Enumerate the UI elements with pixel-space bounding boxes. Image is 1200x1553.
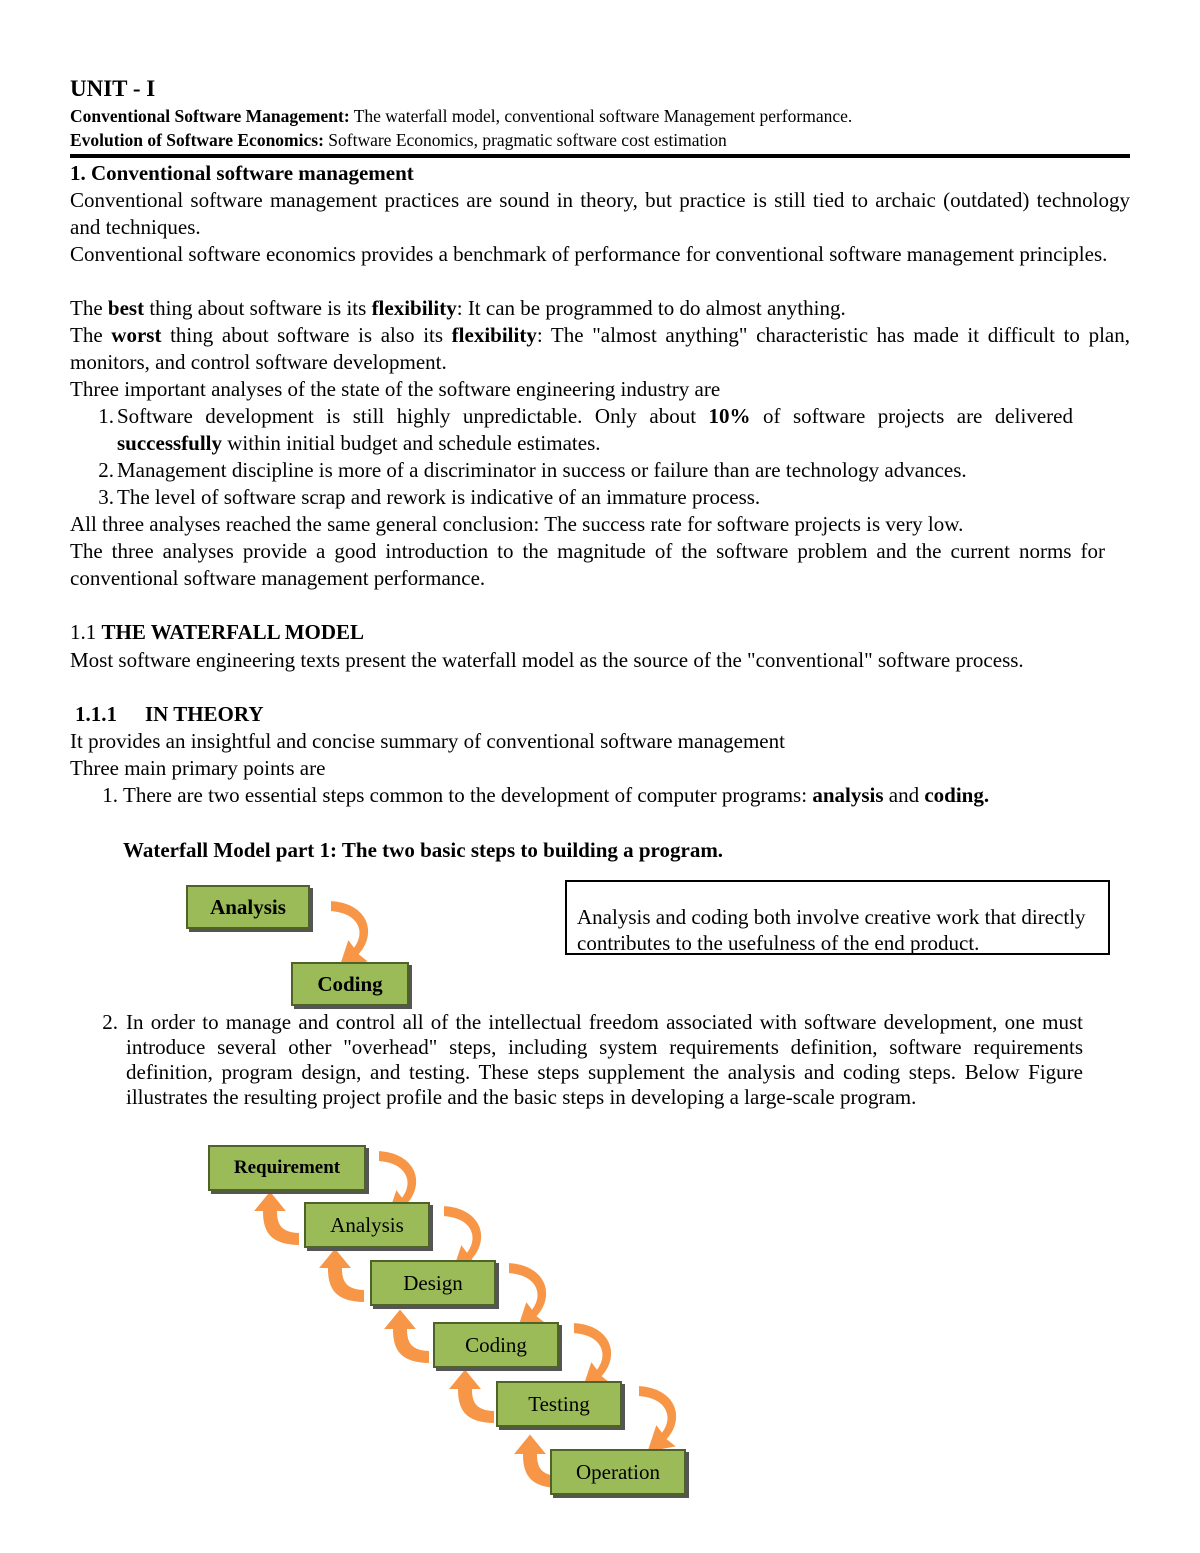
figure-2-step-analysis: Analysis [304,1202,430,1248]
list-item-1-bold-1: 10% [708,404,751,428]
figure-2-step-design: Design [370,1260,496,1306]
best-word: best [107,296,145,320]
figure-1-step-coding: Coding [291,962,409,1006]
list-item: In order to manage and control all of the intellectual freedom associated with software development, one must introduce several other "overhead" steps, including system requirements definition, software requirements definition, program design, and testing. These steps supplement the analysis and coding steps. Below Figure illustrates the resulting project profile and the basic steps in developing a large-scale program. [126,1010,1083,1109]
point-1-mid: and [883,783,925,807]
worst-flex: flexibility [451,323,537,347]
syllabus-line-1-label: Conventional Software Management: [70,106,350,126]
figure-1-caption: Waterfall Model part 1: The two basic steps to building a program. [123,838,724,862]
unit-title: UNIT - I [70,76,156,101]
section-1-para-1: Conventional software management practices are sound in theory, but practice is still tied to archaic (outdated) technology and techniques. [70,188,1130,239]
arrow-coding-to-testing-icon [573,1322,613,1390]
list-item: The level of software scrap and rework is indicative of an immature process. [117,485,761,509]
list-number: 2. [102,1010,118,1034]
syllabus-line-1-text: The waterfall model, conventional software Management performance. [349,106,853,126]
list-number: 3. [98,485,114,509]
worst-post: : The "almost anything" characteristic has made it difficult to plan, monitors, and control software development. [70,323,1130,374]
arrow-design-to-coding-icon [508,1262,548,1330]
list-number: 1. [98,404,114,428]
arrow-analysis-to-coding-icon [330,900,370,968]
analyses-intro: Three important analyses of the state of the software engineering industry are [70,377,721,401]
conclusion-1: All three analyses reached the same general conclusion: The success rate for software projects is very low. [70,512,964,536]
figure-2-step-requirement: Requirement [208,1145,366,1191]
worst-mid: thing about software is also its [161,323,452,347]
best-mid: thing about software is its [144,296,372,320]
back-arrow-testing-icon [447,1368,495,1424]
best-post: : It can be programmed to do almost anything. [456,296,846,320]
section-1-1-number: 1.1 [70,620,102,644]
section-1-title: 1. Conventional software management [70,161,414,185]
theory-para-2: Three main primary points are [70,756,326,780]
figure-2-step-coding: Coding [433,1322,559,1368]
section-1-1-intro: Most software engineering texts present the waterfall model as the source of the "conventional" software process. [70,648,1024,672]
list-item-1-bold-2: successfully [117,431,222,455]
syllabus-line-2-text: Software Economics, pragmatic software cost estimation [323,130,727,150]
list-number: 1. [102,783,118,807]
back-arrow-analysis-icon [252,1190,300,1246]
list-number: 2. [98,458,114,482]
section-1-1-title: THE WATERFALL MODEL [101,620,365,644]
section-1-1-1-number: 1.1.1 [75,702,117,726]
figure-1-step-analysis: Analysis [186,885,310,929]
point-1-bold-1: analysis [812,783,884,807]
section-1-para-2: Conventional software economics provides a benchmark of performance for conventional software management principles. [70,242,1108,266]
point-1-pre: There are two essential steps common to the development of computer programs: [123,783,813,807]
conclusion-2: The three analyses provide a good introduction to the magnitude of the software problem and the current norms for conventional software management performance. [70,539,1105,590]
worst-word: worst [111,323,162,347]
list-item-1-pre: Software development is still highly unpredictable. Only about [117,404,709,428]
figure-1-callout: Analysis and coding both involve creative work that directly contributes to the usefulness of the end product. [565,880,1110,955]
best-pre: The [70,296,108,320]
best-flex: flexibility [371,296,457,320]
point-1-bold-2: coding. [924,783,990,807]
list-item-1-mid: of software projects are delivered [750,404,1073,428]
syllabus-line-2-label: Evolution of Software Economics: [70,130,324,150]
figure-2-step-operation: Operation [550,1449,686,1495]
theory-para-1: It provides an insightful and concise summary of conventional software management [70,729,785,753]
back-arrow-coding-icon [382,1308,430,1364]
worst-pre: The [70,323,112,347]
back-arrow-design-icon [317,1247,365,1303]
list-item: Management discipline is more of a discriminator in success or failure than are technology advances. [117,458,967,482]
figure-2-step-testing: Testing [496,1381,622,1427]
section-1-1-1-title: IN THEORY [145,702,264,726]
list-item-1-post: within initial budget and schedule estimates. [222,431,601,455]
arrow-testing-to-operation-icon [638,1385,678,1453]
